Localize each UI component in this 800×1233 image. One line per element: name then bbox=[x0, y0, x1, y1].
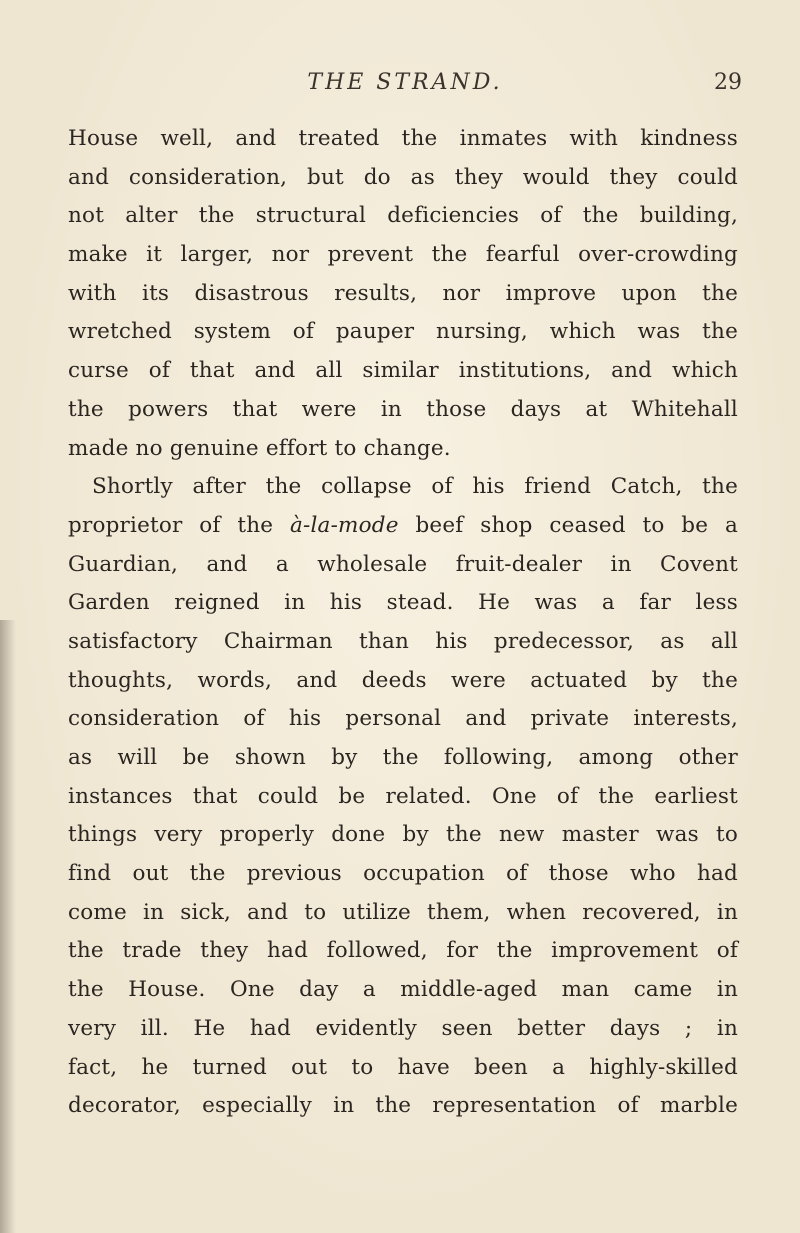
text-line: thoughts, words, and deeds were actuated by the bbox=[68, 667, 738, 693]
binding-shadow bbox=[0, 620, 16, 1233]
text-line: proprietor of the à-la-mode beef shop ceased to be a bbox=[68, 512, 738, 538]
text-line: House well, and treated the inmates with kindness bbox=[68, 126, 738, 151]
text-line: find out the previous occupation of those who had bbox=[68, 861, 738, 887]
text-line: Garden reigned in his stead. He was a far less bbox=[68, 590, 738, 616]
text-line: the trade they had followed, for the improvement of bbox=[68, 938, 738, 964]
text-line: satisfactory Chairman than his predecessor, as all bbox=[68, 628, 738, 654]
paragraph-end-line: made no genuine effort to change. bbox=[68, 435, 451, 461]
running-head bbox=[60, 70, 750, 106]
italic-phrase: à-la-mode bbox=[290, 512, 399, 538]
body-text bbox=[68, 120, 738, 1126]
text-line: wretched system of pauper nursing, which was the bbox=[68, 319, 738, 345]
text-line: and consideration, but do as they would they could bbox=[68, 164, 738, 190]
text-line: not alter the structural deficiencies of the building, bbox=[68, 203, 738, 229]
text-line: things very properly done by the new master was to bbox=[68, 822, 738, 848]
text-line: come in sick, and to utilize them, when recovered, in bbox=[68, 899, 738, 925]
text-line: decorator, especially in the representation of marble bbox=[68, 1093, 738, 1119]
text-line: as will be shown by the following, among other bbox=[68, 745, 738, 770]
text-line: the powers that were in those days at Whitehall bbox=[68, 396, 738, 422]
text-line: very ill. He had evidently seen better days ; in bbox=[68, 1015, 738, 1041]
running-title: THE STRAND. bbox=[307, 70, 503, 95]
text-line: curse of that and all similar institutions, and which bbox=[68, 358, 738, 384]
text-line: Guardian, and a wholesale fruit-dealer in Covent bbox=[68, 551, 738, 577]
text-line: consideration of his personal and private interests, bbox=[68, 706, 738, 732]
page-number: 29 bbox=[714, 70, 742, 95]
text-line: make it larger, nor prevent the fearful over-crowding bbox=[68, 242, 738, 268]
text-line: fact, he turned out to have been a highly-skilled bbox=[68, 1054, 738, 1080]
text-line: the House. One day a middle-aged man came in bbox=[68, 977, 738, 1003]
text-line: instances that could be related. One of the earliest bbox=[68, 783, 738, 809]
text-line: with its disastrous results, nor improve upon the bbox=[68, 280, 738, 306]
paragraph-start-line: Shortly after the collapse of his friend Catch, the bbox=[92, 474, 738, 500]
